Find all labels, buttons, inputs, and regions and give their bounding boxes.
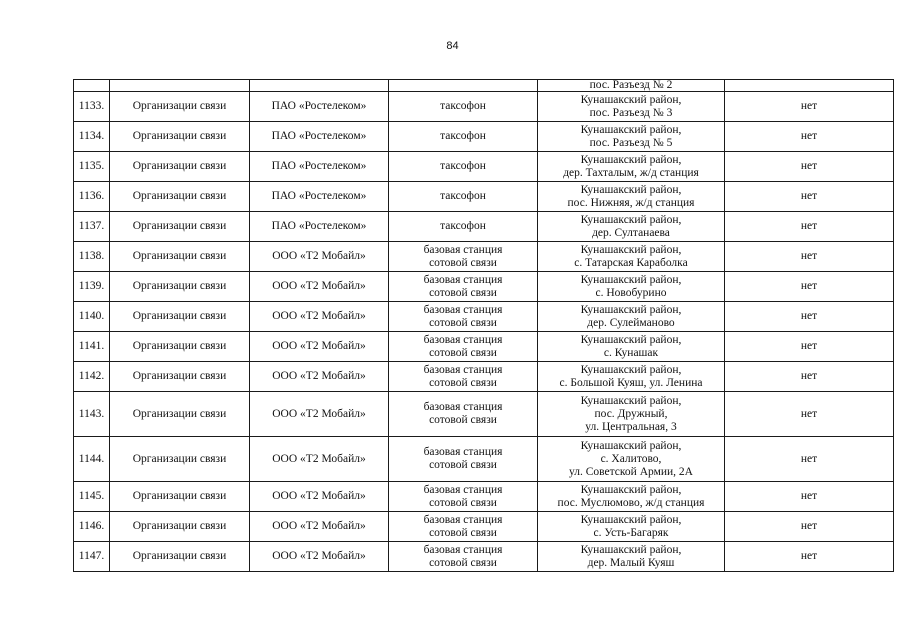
address-line: Кунашакский район,: [580, 153, 682, 166]
address-line: с. Татарская Караболка: [574, 256, 688, 269]
table-row-continued: [74, 80, 894, 92]
cell-owner: ПАО «Ростелеком»: [250, 182, 389, 212]
cell-num: 1141.: [74, 332, 110, 362]
address-line: пос. Нижняя, ж/д станция: [567, 196, 695, 209]
cell-status: нет: [725, 182, 894, 212]
object-line: сотовой связи: [429, 376, 497, 389]
cell-num: 1135.: [74, 152, 110, 182]
table-row: [74, 212, 894, 242]
cell-category: Организации связи: [110, 332, 250, 362]
cell-owner: ООО «Т2 Мобайл»: [250, 242, 389, 272]
address-line: пос. Дружный,: [594, 407, 668, 420]
cell-status: нет: [725, 482, 894, 512]
table-row: [74, 92, 894, 122]
object-line: таксофон: [440, 190, 486, 202]
cell-address: [538, 437, 725, 482]
address-line: Кунашакский район,: [580, 303, 682, 316]
cell-address: [538, 212, 725, 242]
cell-num: 1139.: [74, 272, 110, 302]
cell-address: [538, 332, 725, 362]
cell-object: [389, 362, 538, 392]
object-line: базовая станция: [423, 513, 503, 526]
object-line: базовая станция: [423, 483, 503, 496]
cell-status: нет: [725, 212, 894, 242]
cell-address: [538, 242, 725, 272]
cell-object: [389, 542, 538, 572]
registry-table: [73, 79, 894, 572]
object-line: таксофон: [440, 130, 486, 142]
object-line: базовая станция: [423, 273, 503, 286]
cell-object: [389, 242, 538, 272]
cell-category: Организации связи: [110, 302, 250, 332]
table-row: [74, 542, 894, 572]
cell-object: [389, 332, 538, 362]
cell-num: 1142.: [74, 362, 110, 392]
cell-owner: ООО «Т2 Мобайл»: [250, 392, 389, 437]
object-line: сотовой связи: [429, 459, 497, 471]
cell-category: Организации связи: [110, 362, 250, 392]
cell-category: Организации связи: [110, 437, 250, 482]
cell-status: нет: [725, 302, 894, 332]
table-row: [74, 482, 894, 512]
cell-category: Организации связи: [110, 482, 250, 512]
table-row: [74, 437, 894, 482]
table-row: [74, 362, 894, 392]
address-line: Кунашакский район,: [580, 273, 682, 286]
object-line: сотовой связи: [429, 496, 497, 509]
address-line: пос. Муслюмово, ж/д станция: [557, 496, 705, 509]
cell-address: [538, 362, 725, 392]
cell-num: 1146.: [74, 512, 110, 542]
cell-address: [538, 482, 725, 512]
cell-num: 1134.: [74, 122, 110, 152]
address-line: дер. Сулейманово: [587, 316, 675, 329]
cell-category: Организации связи: [110, 272, 250, 302]
cell-category: Организации связи: [110, 212, 250, 242]
cell-owner: ПАО «Ростелеком»: [250, 152, 389, 182]
cell-object: [389, 92, 538, 122]
object-line: базовая станция: [423, 333, 503, 346]
object-line: базовая станция: [423, 303, 503, 316]
address-line: Кунашакский район,: [580, 439, 682, 452]
cell-status: нет: [725, 542, 894, 572]
object-line: сотовой связи: [429, 526, 497, 539]
cell-status: [725, 80, 894, 92]
address-line: ул. Советской Армии, 2А: [569, 465, 693, 478]
address-line: пос. Разъезд № 3: [589, 106, 673, 119]
page-number: 84: [446, 40, 459, 52]
cell-owner: ООО «Т2 Мобайл»: [250, 437, 389, 482]
cell-owner: ООО «Т2 Мобайл»: [250, 362, 389, 392]
cell-owner: ООО «Т2 Мобайл»: [250, 482, 389, 512]
object-line: сотовой связи: [429, 316, 497, 329]
table-body: [74, 80, 894, 572]
cell-category: [110, 80, 250, 92]
cell-num: 1147.: [74, 542, 110, 572]
object-line: сотовой связи: [429, 256, 497, 269]
cell-address: [538, 122, 725, 152]
object-line: базовая станция: [423, 401, 503, 413]
cell-object: [389, 272, 538, 302]
cell-status: нет: [725, 437, 894, 482]
cell-status: нет: [725, 122, 894, 152]
cell-num: 1143.: [74, 392, 110, 437]
address-line: Кунашакский район,: [580, 93, 682, 106]
object-line: сотовой связи: [429, 286, 497, 299]
address-line: Кунашакский район,: [580, 483, 682, 496]
cell-status: нет: [725, 272, 894, 302]
cell-address: [538, 182, 725, 212]
cell-object: [389, 122, 538, 152]
cell-owner: ПАО «Ростелеком»: [250, 212, 389, 242]
table-row: [74, 182, 894, 212]
cell-category: Организации связи: [110, 92, 250, 122]
cell-address: [538, 542, 725, 572]
cell-object: [389, 437, 538, 482]
address-line: Кунашакский район,: [580, 543, 682, 556]
cell-category: Организации связи: [110, 392, 250, 437]
cell-object: [389, 302, 538, 332]
table-row: [74, 332, 894, 362]
cell-object: [389, 392, 538, 437]
cell-num: 1145.: [74, 482, 110, 512]
cell-owner: ООО «Т2 Мобайл»: [250, 512, 389, 542]
cell-owner: ООО «Т2 Мобайл»: [250, 302, 389, 332]
table-row: [74, 272, 894, 302]
cell-address: [538, 392, 725, 437]
cell-num: 1136.: [74, 182, 110, 212]
address-line: с. Большой Куяш, ул. Ленина: [559, 376, 703, 389]
cell-status: нет: [725, 152, 894, 182]
cell-address: [538, 152, 725, 182]
cell-status: нет: [725, 392, 894, 437]
cell-object: [389, 80, 538, 92]
cell-category: Организации связи: [110, 542, 250, 572]
cell-object: [389, 212, 538, 242]
address-line: Кунашакский район,: [580, 213, 682, 226]
cell-object: [389, 512, 538, 542]
address-line: ул. Центральная, 3: [585, 420, 677, 433]
address-line: дер. Тахталым, ж/д станция: [563, 166, 699, 179]
cell-status: нет: [725, 332, 894, 362]
cell-status: нет: [725, 242, 894, 272]
address-line: Кунашакский район,: [580, 333, 682, 346]
cell-address: [538, 92, 725, 122]
cell-owner: ПАО «Ростелеком»: [250, 92, 389, 122]
address-line: Кунашакский район,: [580, 513, 682, 526]
cell-category: Организации связи: [110, 242, 250, 272]
object-line: базовая станция: [423, 243, 503, 256]
cell-num: 1138.: [74, 242, 110, 272]
cell-object: [389, 152, 538, 182]
cell-owner: ООО «Т2 Мобайл»: [250, 332, 389, 362]
cell-status: нет: [725, 512, 894, 542]
address-line: с. Халитово,: [600, 452, 662, 465]
table-row: [74, 122, 894, 152]
address-line: с. Кунашак: [603, 346, 659, 359]
address-line: дер. Малый Куяш: [587, 556, 675, 569]
object-line: таксофон: [440, 220, 486, 232]
object-line: таксофон: [440, 160, 486, 172]
cell-owner: ПАО «Ростелеком»: [250, 122, 389, 152]
object-line: сотовой связи: [429, 414, 497, 426]
address-line: дер. Султанаева: [592, 226, 670, 239]
cell-category: Организации связи: [110, 122, 250, 152]
object-line: базовая станция: [423, 363, 503, 376]
cell-object: [389, 482, 538, 512]
cell-num: 1137.: [74, 212, 110, 242]
cell-address: [538, 512, 725, 542]
object-line: сотовой связи: [429, 346, 497, 359]
address-line: Кунашакский район,: [580, 123, 682, 136]
cell-num: 1144.: [74, 437, 110, 482]
cell-address: [538, 302, 725, 332]
cell-owner: ООО «Т2 Мобайл»: [250, 542, 389, 572]
table-row: [74, 392, 894, 437]
object-line: сотовой связи: [429, 556, 497, 569]
cell-status: нет: [725, 92, 894, 122]
address-line: Кунашакский район,: [580, 394, 682, 407]
address-line: Кунашакский район,: [580, 363, 682, 376]
object-line: базовая станция: [423, 446, 503, 458]
cell-category: Организации связи: [110, 152, 250, 182]
table-row: [74, 152, 894, 182]
cell-address: [538, 272, 725, 302]
cell-object: [389, 182, 538, 212]
address-line: Кунашакский район,: [580, 183, 682, 196]
cell-owner: [250, 80, 389, 92]
cell-status: нет: [725, 362, 894, 392]
table-row: [74, 512, 894, 542]
table-row: [74, 242, 894, 272]
cell-num: 1133.: [74, 92, 110, 122]
cell-category: Организации связи: [110, 512, 250, 542]
object-line: базовая станция: [423, 543, 503, 556]
address-line: с. Новобурино: [595, 286, 667, 299]
object-line: таксофон: [440, 100, 486, 112]
table-row: [74, 302, 894, 332]
cell-address: пос. Разъезд № 2: [538, 80, 725, 92]
cell-category: Организации связи: [110, 182, 250, 212]
address-line: с. Усть-Багаряк: [593, 526, 669, 539]
cell-num: 1140.: [74, 302, 110, 332]
cell-owner: ООО «Т2 Мобайл»: [250, 272, 389, 302]
address-line: пос. Разъезд № 5: [589, 136, 673, 149]
cell-num: [74, 80, 110, 92]
address-line: Кунашакский район,: [580, 243, 682, 256]
